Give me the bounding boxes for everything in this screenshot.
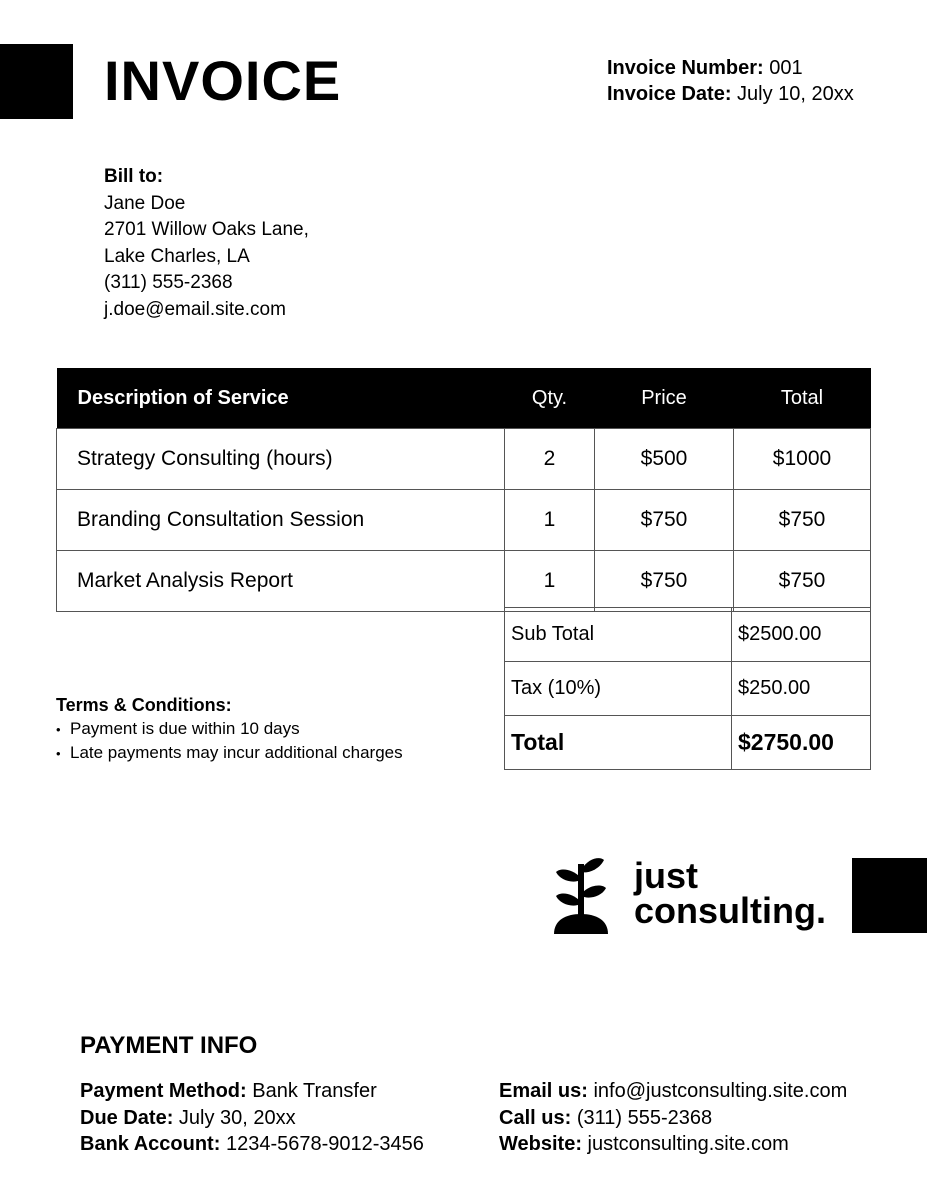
payment-method-label: Payment Method: [80,1080,247,1102]
plant-sprout-icon [552,856,612,936]
email-line [499,1078,847,1105]
table-row [57,490,871,551]
payment-info-title: PAYMENT INFO [80,1032,258,1059]
items-table-header [57,368,871,429]
bill-to-address-line2: Lake Charles, LA [104,245,250,267]
item-description: Market Analysis Report [57,551,505,612]
invoice-date-label: Invoice Date: [607,83,732,105]
header-qty: Qty. [505,368,595,429]
item-total: $750 [734,551,871,612]
item-qty: 2 [505,429,595,490]
decorative-block-bottom-right [852,858,927,933]
tax-row [505,662,871,716]
bank-account-label: Bank Account: [80,1133,221,1155]
item-description: Branding Consultation Session [57,490,505,551]
tax-value: $250.00 [732,662,871,716]
items-table [56,368,871,612]
bill-to-section [104,164,309,323]
invoice-number-line [607,55,854,81]
logo-line2: consulting. [634,890,826,931]
logo-line1: just [634,855,699,896]
logo-wordmark [634,855,826,931]
header-price: Price [595,368,734,429]
terms-section [56,694,403,765]
bill-to-phone: (311) 555-2368 [104,272,233,293]
invoice-number: 001 [769,57,803,79]
item-price: $500 [595,429,734,490]
item-total: $1000 [734,429,871,490]
subtotal-value: $2500.00 [732,608,871,662]
totals-table [504,607,871,770]
payment-method-line [80,1078,424,1105]
bill-to-email: j.doe@email.site.com [104,298,286,320]
item-price: $750 [595,551,734,612]
bill-to-name: Jane Doe [104,192,186,214]
payment-details [80,1078,424,1158]
item-total: $750 [734,490,871,551]
header-total: Total [734,368,871,429]
terms-title: Terms & Conditions: [56,695,232,715]
bank-account: 1234-5678-9012-3456 [225,1133,424,1155]
terms-list [56,717,403,765]
due-date-line [80,1105,424,1132]
contact-details [499,1078,847,1158]
tax-label: Tax (10%) [505,662,732,716]
table-row [57,429,871,490]
grand-total-label: Total [505,716,732,770]
subtotal-label: Sub Total [505,608,732,662]
item-description: Strategy Consulting (hours) [57,429,505,490]
company-logo [552,856,852,936]
email-label: Email us: [499,1080,588,1102]
header-description: Description of Service [57,368,505,429]
subtotal-row [505,608,871,662]
call-line [499,1105,847,1132]
invoice-date: July 10, 20xx [737,83,854,105]
bank-account-line [80,1131,424,1158]
grand-total-row [505,716,871,770]
invoice-title: INVOICE [104,49,342,112]
contact-phone: (311) 555-2368 [576,1106,713,1129]
due-date: July 30, 20xx [178,1106,296,1129]
invoice-number-label: Invoice Number: [607,57,764,79]
grand-total-value: $2750.00 [732,716,871,770]
contact-website[interactable]: justconsulting.site.com [587,1133,789,1155]
payment-method: Bank Transfer [252,1080,377,1102]
terms-item: • Late payments may incur additional charges [56,741,403,765]
item-price: $750 [595,490,734,551]
item-qty: 1 [505,551,595,612]
website-line [499,1131,847,1158]
invoice-date-line [607,81,854,107]
bill-to-label: Bill to: [104,166,164,187]
terms-item: • Payment is due within 10 days [56,717,403,741]
decorative-block-top-left [0,44,73,119]
item-qty: 1 [505,490,595,551]
contact-email[interactable]: info@justconsulting.site.com [593,1080,848,1102]
bill-to-address-line1: 2701 Willow Oaks Lane, [104,219,309,240]
website-label: Website: [499,1133,582,1155]
table-row [57,551,871,612]
invoice-meta [607,55,854,107]
call-label: Call us: [499,1106,572,1129]
due-date-label: Due Date: [80,1106,174,1129]
